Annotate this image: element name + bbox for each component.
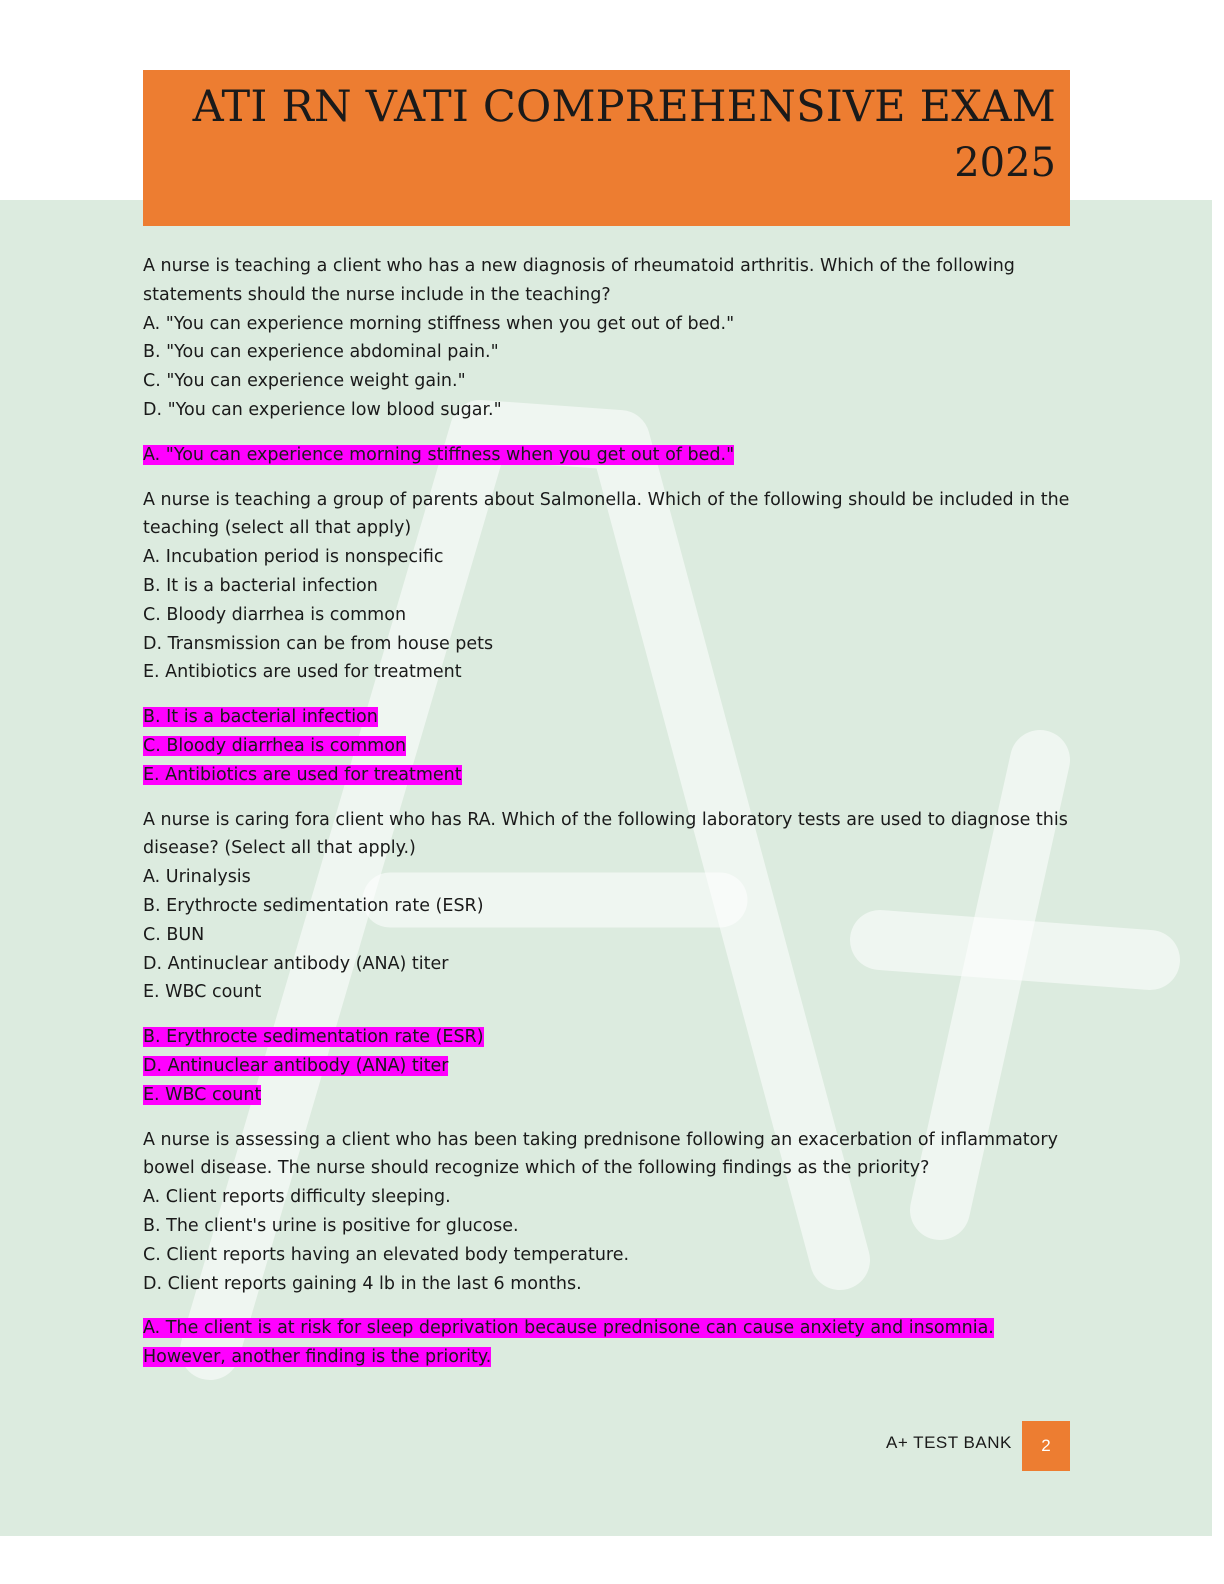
footer-label: A+ TEST BANK bbox=[886, 1433, 1012, 1452]
question-block bbox=[143, 252, 1078, 470]
highlighted-answer: B. Erythrocte sedimentation rate (ESR) bbox=[143, 1027, 484, 1048]
question-block bbox=[143, 486, 1078, 790]
answer-option: A. Incubation period is nonspecific bbox=[143, 547, 444, 568]
document-year: 2025 bbox=[954, 140, 1056, 186]
answer-option: C. BUN bbox=[143, 924, 205, 945]
answer-option: B. The client's urine is positive for glucose. bbox=[143, 1215, 519, 1236]
answer-option: A. Client reports difficulty sleeping. bbox=[143, 1187, 451, 1208]
highlighted-answer: C. Bloody diarrhea is common bbox=[143, 735, 407, 756]
correct-answers bbox=[143, 1023, 1078, 1109]
question-stem: A nurse is caring fora client who has RA. Which of the following laboratory tests are used to diagnose this disease? (Select all that apply.) bbox=[143, 809, 1068, 859]
answer-option: D. Antinuclear antibody (ANA) titer bbox=[143, 953, 449, 974]
answer-option: B. Erythrocte sedimentation rate (ESR) bbox=[143, 895, 484, 916]
highlighted-answer: E. Antibiotics are used for treatment bbox=[143, 764, 462, 785]
answer-option: C. Client reports having an elevated body temperature. bbox=[143, 1244, 630, 1265]
answer-option: D. "You can experience low blood sugar." bbox=[143, 399, 502, 420]
answer-option: C. Bloody diarrhea is common bbox=[143, 604, 407, 625]
questions-content bbox=[143, 252, 1078, 1388]
question-stem: A nurse is teaching a client who has a new diagnosis of rheumatoid arthritis. Which of the following statements should the nurse include in the teaching? bbox=[143, 256, 1015, 305]
question-block bbox=[143, 1126, 1078, 1372]
correct-answers bbox=[143, 1314, 1078, 1372]
question-stem: A nurse is teaching a group of parents about Salmonella. Which of the following should be included in the teaching (select all that apply) bbox=[143, 489, 1070, 539]
answer-option: D. Transmission can be from house pets bbox=[143, 633, 494, 654]
answer-option: A. Urinalysis bbox=[143, 867, 251, 888]
highlighted-answer: B. It is a bacterial infection bbox=[143, 707, 378, 728]
answer-option: E. WBC count bbox=[143, 982, 262, 1003]
highlighted-answer: D. Antinuclear antibody (ANA) titer bbox=[143, 1055, 449, 1076]
highlighted-answer: A. The client is at risk for sleep deprivation because prednisone can cause anxiety and insomnia. However, another finding is the priority. bbox=[143, 1318, 994, 1368]
highlighted-answer: A. "You can experience morning stiffness when you get out of bed." bbox=[143, 444, 735, 465]
answer-option: E. Antibiotics are used for treatment bbox=[143, 662, 462, 683]
answer-option: B. It is a bacterial infection bbox=[143, 575, 378, 596]
answer-option: D. Client reports gaining 4 lb in the last 6 months. bbox=[143, 1273, 582, 1294]
correct-answers bbox=[143, 441, 1078, 470]
correct-answers bbox=[143, 703, 1078, 789]
answer-option: B. "You can experience abdominal pain." bbox=[143, 342, 499, 363]
title-banner bbox=[143, 70, 1070, 226]
page-number: 2 bbox=[1022, 1421, 1070, 1471]
document-title: ATI RN VATI COMPREHENSIVE EXAM bbox=[192, 82, 1056, 132]
question-block bbox=[143, 806, 1078, 1110]
answer-option: C. "You can experience weight gain." bbox=[143, 371, 466, 392]
question-stem: A nurse is assessing a client who has been taking prednisone following an exacerbation of inflammatory bowel disease. The nurse should recognize which of the following findings as the priority? bbox=[143, 1129, 1058, 1179]
highlighted-answer: E. WBC count bbox=[143, 1084, 262, 1105]
answer-option: A. "You can experience morning stiffness when you get out of bed." bbox=[143, 313, 735, 334]
